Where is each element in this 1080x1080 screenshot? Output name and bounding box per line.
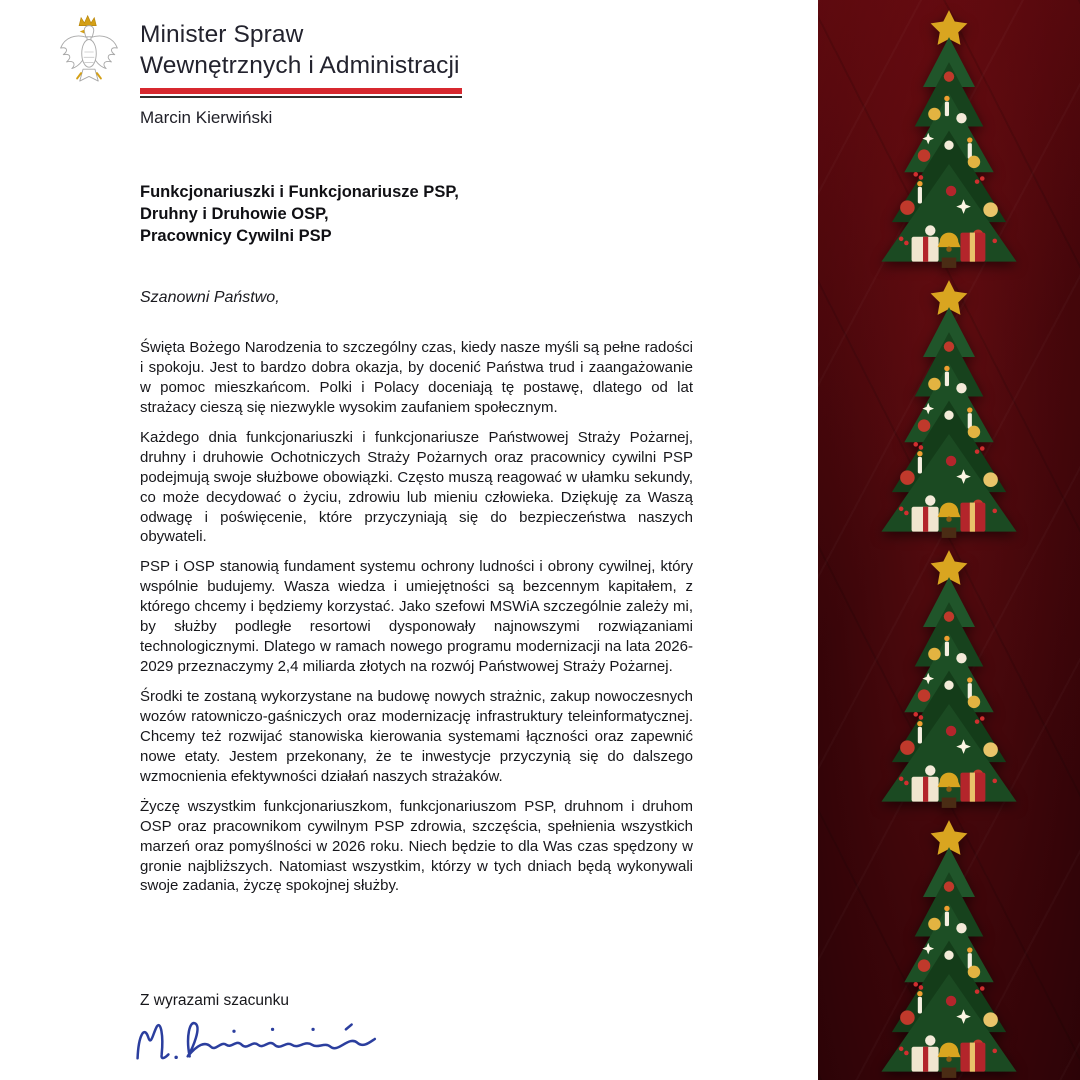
ministry-title bbox=[140, 20, 460, 82]
body-paragraph: Środki te zostaną wykorzystane na budowę nowych strażnic, zakup nowoczesnych wozów ratowniczo-gaśniczych oraz modernizację infrastruktury teleinformatycznej. Chcemy też rozwijać stanowiska kierowania systemami łączności oraz zapewnić nowe etaty. Jestem przekonany, że te inwestycje przyczynią się do dalszego wzmocnienia efektywności działań naszych strażaków. bbox=[140, 688, 693, 785]
christmas-tree-icon bbox=[855, 818, 1043, 1080]
minister-name: Marcin Kierwiński bbox=[140, 108, 273, 127]
ministry-title-line1: Minister Spraw bbox=[140, 21, 304, 48]
stripe-dark-bar bbox=[140, 96, 462, 98]
christmas-tree-icon bbox=[855, 548, 1043, 810]
ministry-title-line2: Wewnętrznych i Administracji bbox=[140, 51, 460, 79]
letter-text bbox=[140, 338, 693, 906]
closing-phrase: Z wyrazami szacunku bbox=[140, 992, 290, 1009]
recipient-line: Pracownicy Cywilni PSP bbox=[140, 226, 332, 245]
body-paragraph: Święta Bożego Narodzenia to szczególny czas, kiedy nasze myśli są pełne radości i spokoju. Jest to bardzo dobra okazja, by docenić Państwa trud i zaangażowanie w pomoc mieszkańcom. Polki i Polacy doceniają tę postawę, dlatego od lat strażacy cieszą się niezwykle wysokim zaufaniem społecznym. bbox=[140, 339, 693, 416]
recipient-line: Funkcjonariuszki i Funkcjonariusze PSP, bbox=[140, 183, 459, 201]
body-paragraph: Życzę wszystkim funkcjonariuszkom, funkcjonariuszom PSP, druhnom i druhom OSP oraz pracownikom cywilnym PSP zdrowia, szczęścia, spełnienia wszystkich marzeń oraz pomyślności w 2026 roku. Niech będzie to dla Was czas spędzony w gronie najbliższych. Natomiast wszystkim, którzy w tych dniach będą wykonywali swoje zadania, życzę spokojnej służby. bbox=[140, 797, 693, 895]
flag-stripe bbox=[140, 88, 462, 98]
christmas-tree-icon bbox=[855, 8, 1043, 270]
coat-of-arms-eagle-icon bbox=[56, 12, 122, 96]
handwritten-signature bbox=[126, 1000, 396, 1078]
recipients-block bbox=[140, 182, 459, 248]
recipient-line: Druhny i Druhowie OSP, bbox=[140, 204, 329, 223]
body-paragraph: PSP i OSP stanowią fundament systemu ochrony ludności i obrony cywilnej, który wspólnie budujemy. Wasza wiedza i umiejętności są bezcennym kapitałem, z którego chcemy i będziemy korzystać. Jako szefowi MSWiA szczególnie zależy mi, by służby podległe resortowi dysponowały najnowszymi rozwiązaniami technologicznymi. Dlatego w ramach nowego programu modernizacji na lata 2026-2029 przeznaczymy 2,4 miliarda złotych na rozwój Państwowej Straży Pożarnej. bbox=[140, 558, 693, 676]
body-paragraph: Każdego dnia funkcjonariuszki i funkcjonariusze Państwowej Straży Pożarnej, druhny i druhowie Ochotniczych Straży Pożarnych oraz pracownicy cywilni PSP podejmują swoje służbowe obowiązki. Często muszą reagować w ułamku sekundy, co może decydować o życiu, zdrowiu lub mieniu człowieka. Dziękuję za Waszą odwagę i poświęcenie, które przyczyniają się do bezpieczeństwa naszych obywateli. bbox=[140, 428, 693, 546]
christmas-tree-icon bbox=[855, 278, 1043, 540]
christmas-decor-panel bbox=[818, 0, 1080, 1080]
salutation: Szanowni Państwo, bbox=[140, 289, 280, 306]
